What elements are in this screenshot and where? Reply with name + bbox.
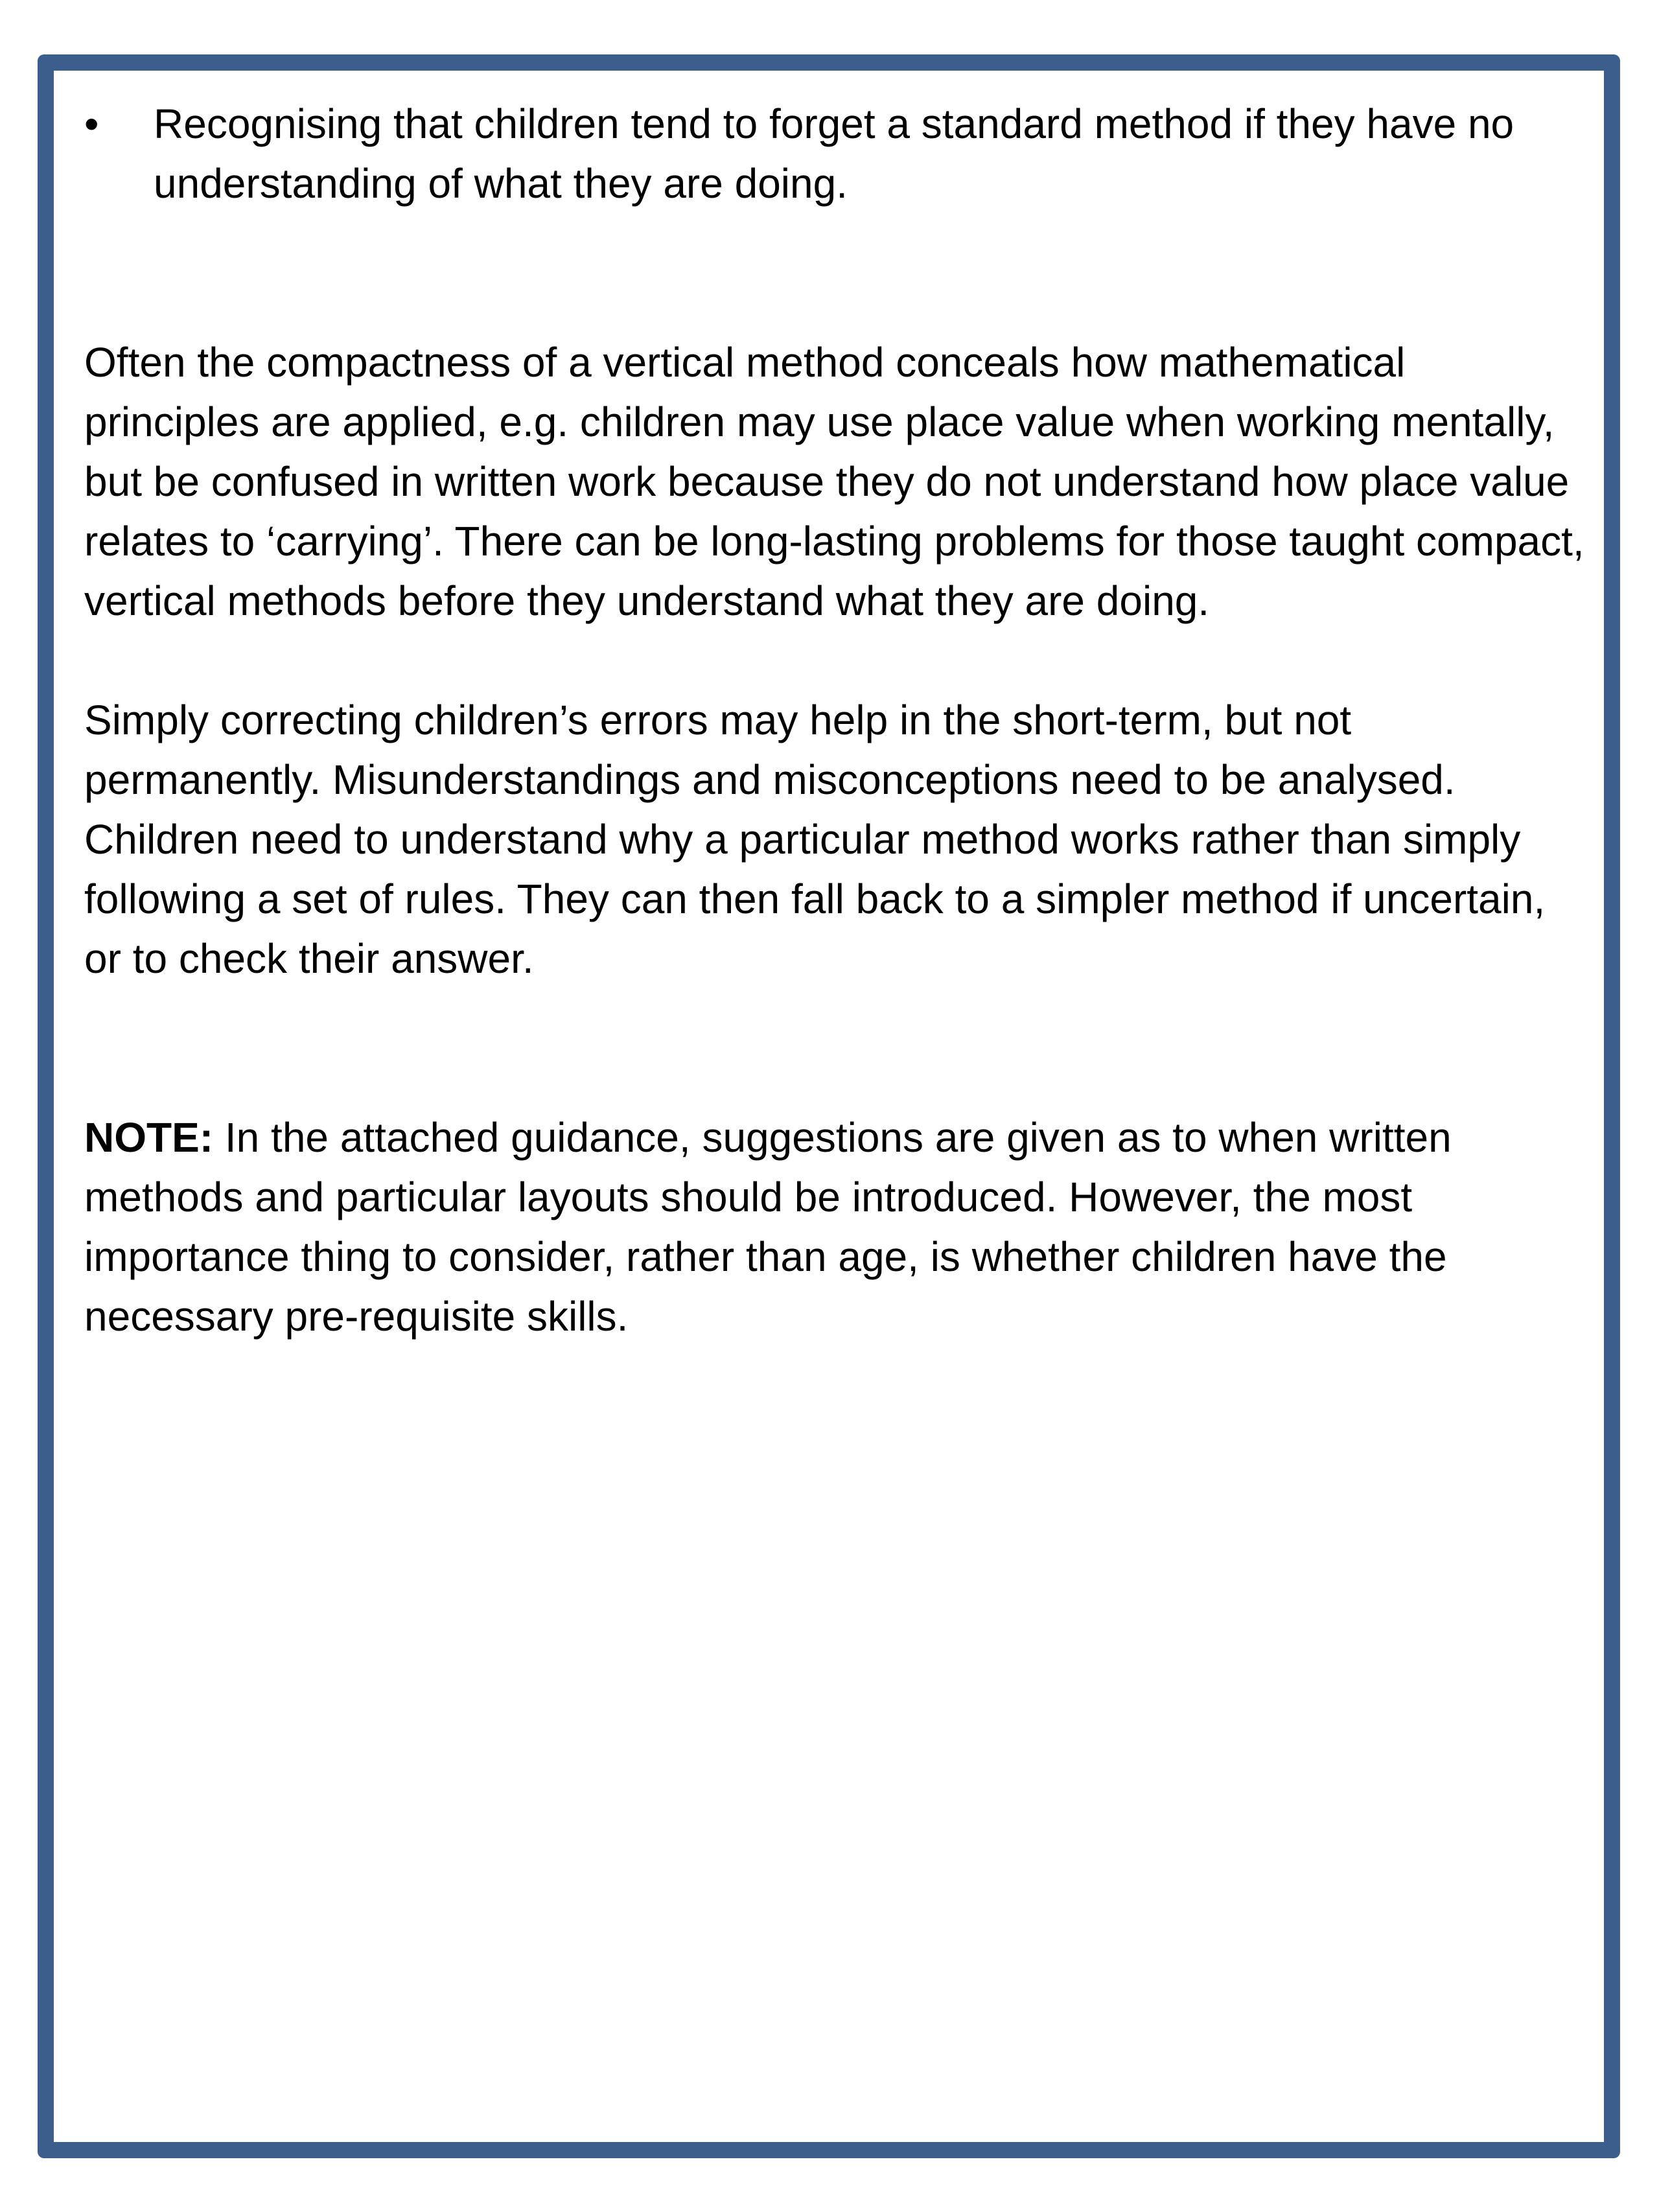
- document-body: [84, 94, 1591, 1346]
- bullet-icon: •: [84, 100, 99, 147]
- bullet-item: [84, 94, 1591, 213]
- spacer: [84, 988, 1591, 1108]
- spacer: [84, 631, 1591, 690]
- note-paragraph: [84, 1108, 1591, 1346]
- paragraph-correcting-errors: Simply correcting children’s errors may help in the short-term, but not permanently. Misunderstandings and misconceptions need to be analysed. Children need to understand why a particular method works rather than simply following a set of rules. They can then fall back to a simpler method if uncertain, or to check their answer.: [84, 697, 1546, 982]
- note-text: In the attached guidance, suggestions are given as to when written methods and particular layouts should be introduced. However, the most importance thing to consider, rather than age, is whether children have the necessary pre-requisite skills.: [84, 1114, 1452, 1340]
- note-label: NOTE:: [84, 1114, 214, 1161]
- content-frame: [38, 54, 1620, 2158]
- paragraph-compactness: Often the compactness of a vertical method conceals how mathematical principles are applied, e.g. children may use place value when working mentally, but be confused in written work because they do not understand how place value relates to ‘carrying’. There can be long-lasting problems for those taught compact, vertical methods before they understand what they are doing.: [84, 339, 1584, 624]
- spacer: [84, 213, 1591, 332]
- bullet-text: Recognising that children tend to forget a standard method if they have no understanding of what they are doing.: [154, 100, 1514, 207]
